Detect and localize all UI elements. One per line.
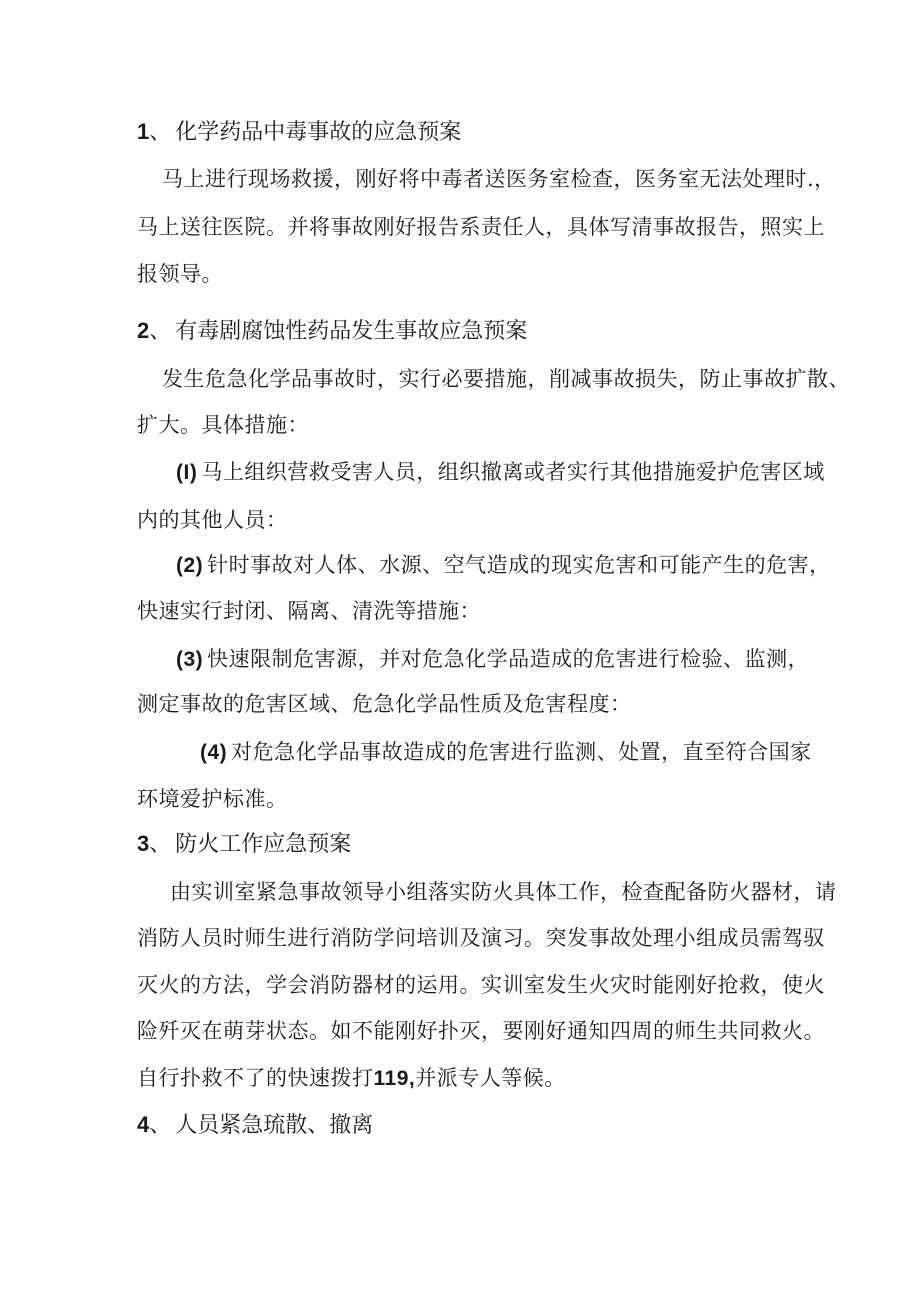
measure-4-label: (4): [200, 741, 228, 764]
section-1-paragraph-line-2: 马上送往医院。并将事故刚好报告系责任人，具体写清事故报告，照实上: [137, 215, 825, 239]
section-1-number: 1: [137, 119, 150, 144]
section-1-paragraph-line-3: 报领导。: [137, 262, 223, 286]
measure-1-text: 马上组织营救受害人员，组织撤离或者实行其他措施爱护危害区域: [201, 460, 825, 484]
section-1-title: 化学药品中毒事故的应急预案: [175, 120, 462, 145]
measure-1-line-1: [176, 457, 825, 488]
section-3-paragraph-line-5: [137, 1063, 566, 1094]
measure-3-text: 快速限制危害源，并对危急化学品造成的危害进行检验、监测，: [207, 647, 810, 671]
section-1-heading: [137, 117, 461, 148]
measure-3-label: (3): [176, 648, 204, 671]
measure-2-label: (2): [176, 554, 204, 577]
measure-3-line-1: [176, 644, 809, 675]
measure-3-line-2: 测定事故的危害区域、危急化学品性质及危害程度：: [137, 692, 632, 716]
section-3-separator: 、: [149, 832, 172, 857]
section-3-last-line-prefix: 自行扑救不了的快速拨打: [137, 1066, 374, 1090]
section-4-heading: [137, 1110, 373, 1141]
measure-4-line-1: [200, 737, 812, 768]
measure-1-label: (I): [176, 461, 198, 484]
section-2-separator: 、: [149, 319, 172, 344]
section-2-paragraph-line-2: 扩大。具体措施：: [137, 413, 309, 437]
section-2-heading: [137, 316, 527, 347]
section-3-number: 3: [137, 831, 150, 856]
section-1-separator: 、: [149, 120, 172, 145]
section-3-paragraph-line-3: 灭火的方法，学会消防器材的运用。实训室发生火灾时能刚好抢救，使火: [137, 973, 825, 997]
section-3-title: 防火工作应急预案: [175, 832, 352, 857]
section-2-title: 有毒剧腐蚀性药品发生事故应急预案: [175, 319, 528, 344]
section-4-separator: 、: [149, 1113, 172, 1138]
section-2-number: 2: [137, 318, 150, 343]
measure-4-line-2: 环境爱护标准。: [137, 787, 288, 811]
section-3-heading: [137, 829, 351, 860]
measure-4-text: 对危急化学品事故造成的危害进行监测、处置，直至符合国家: [231, 740, 812, 764]
fire-emergency-number: 119,: [373, 1067, 416, 1090]
section-4-title: 人员紧急琉散、撤离: [175, 1113, 374, 1138]
section-4-number: 4: [137, 1112, 150, 1137]
section-1-paragraph-line-1: 马上进行现场救援，刚好将中毒者送医务室检查，医务室无法处理时.，: [162, 167, 836, 191]
measure-2-line-2: 快速实行封闭、隔离、清洗等措施：: [137, 599, 481, 623]
section-3-paragraph-line-4: 险歼灭在萌芽状态。如不能刚好扑灭，要刚好通知四周的师生共同救火。: [137, 1019, 825, 1043]
measure-2-line-1: [176, 550, 831, 581]
section-3-last-line-suffix: 并派专人等候。: [415, 1066, 566, 1090]
section-3-paragraph-line-1: 由实训室紧急事故领导小组落实防火具体工作，检查配备防火器材，请: [170, 880, 837, 904]
measure-1-line-2: 内的其他人员：: [137, 508, 288, 532]
section-3-paragraph-line-2: 消防人员时师生进行消防学问培训及演习。突发事故处理小组成员需驾驭: [137, 926, 825, 950]
measure-2-text: 针时事故对人体、水源、空气造成的现实危害和可能产生的危害，: [207, 553, 831, 577]
section-2-paragraph-line-1: 发生危急化学品事故时，实行必要措施，削减事故损失，防止事故扩散、: [162, 367, 850, 391]
